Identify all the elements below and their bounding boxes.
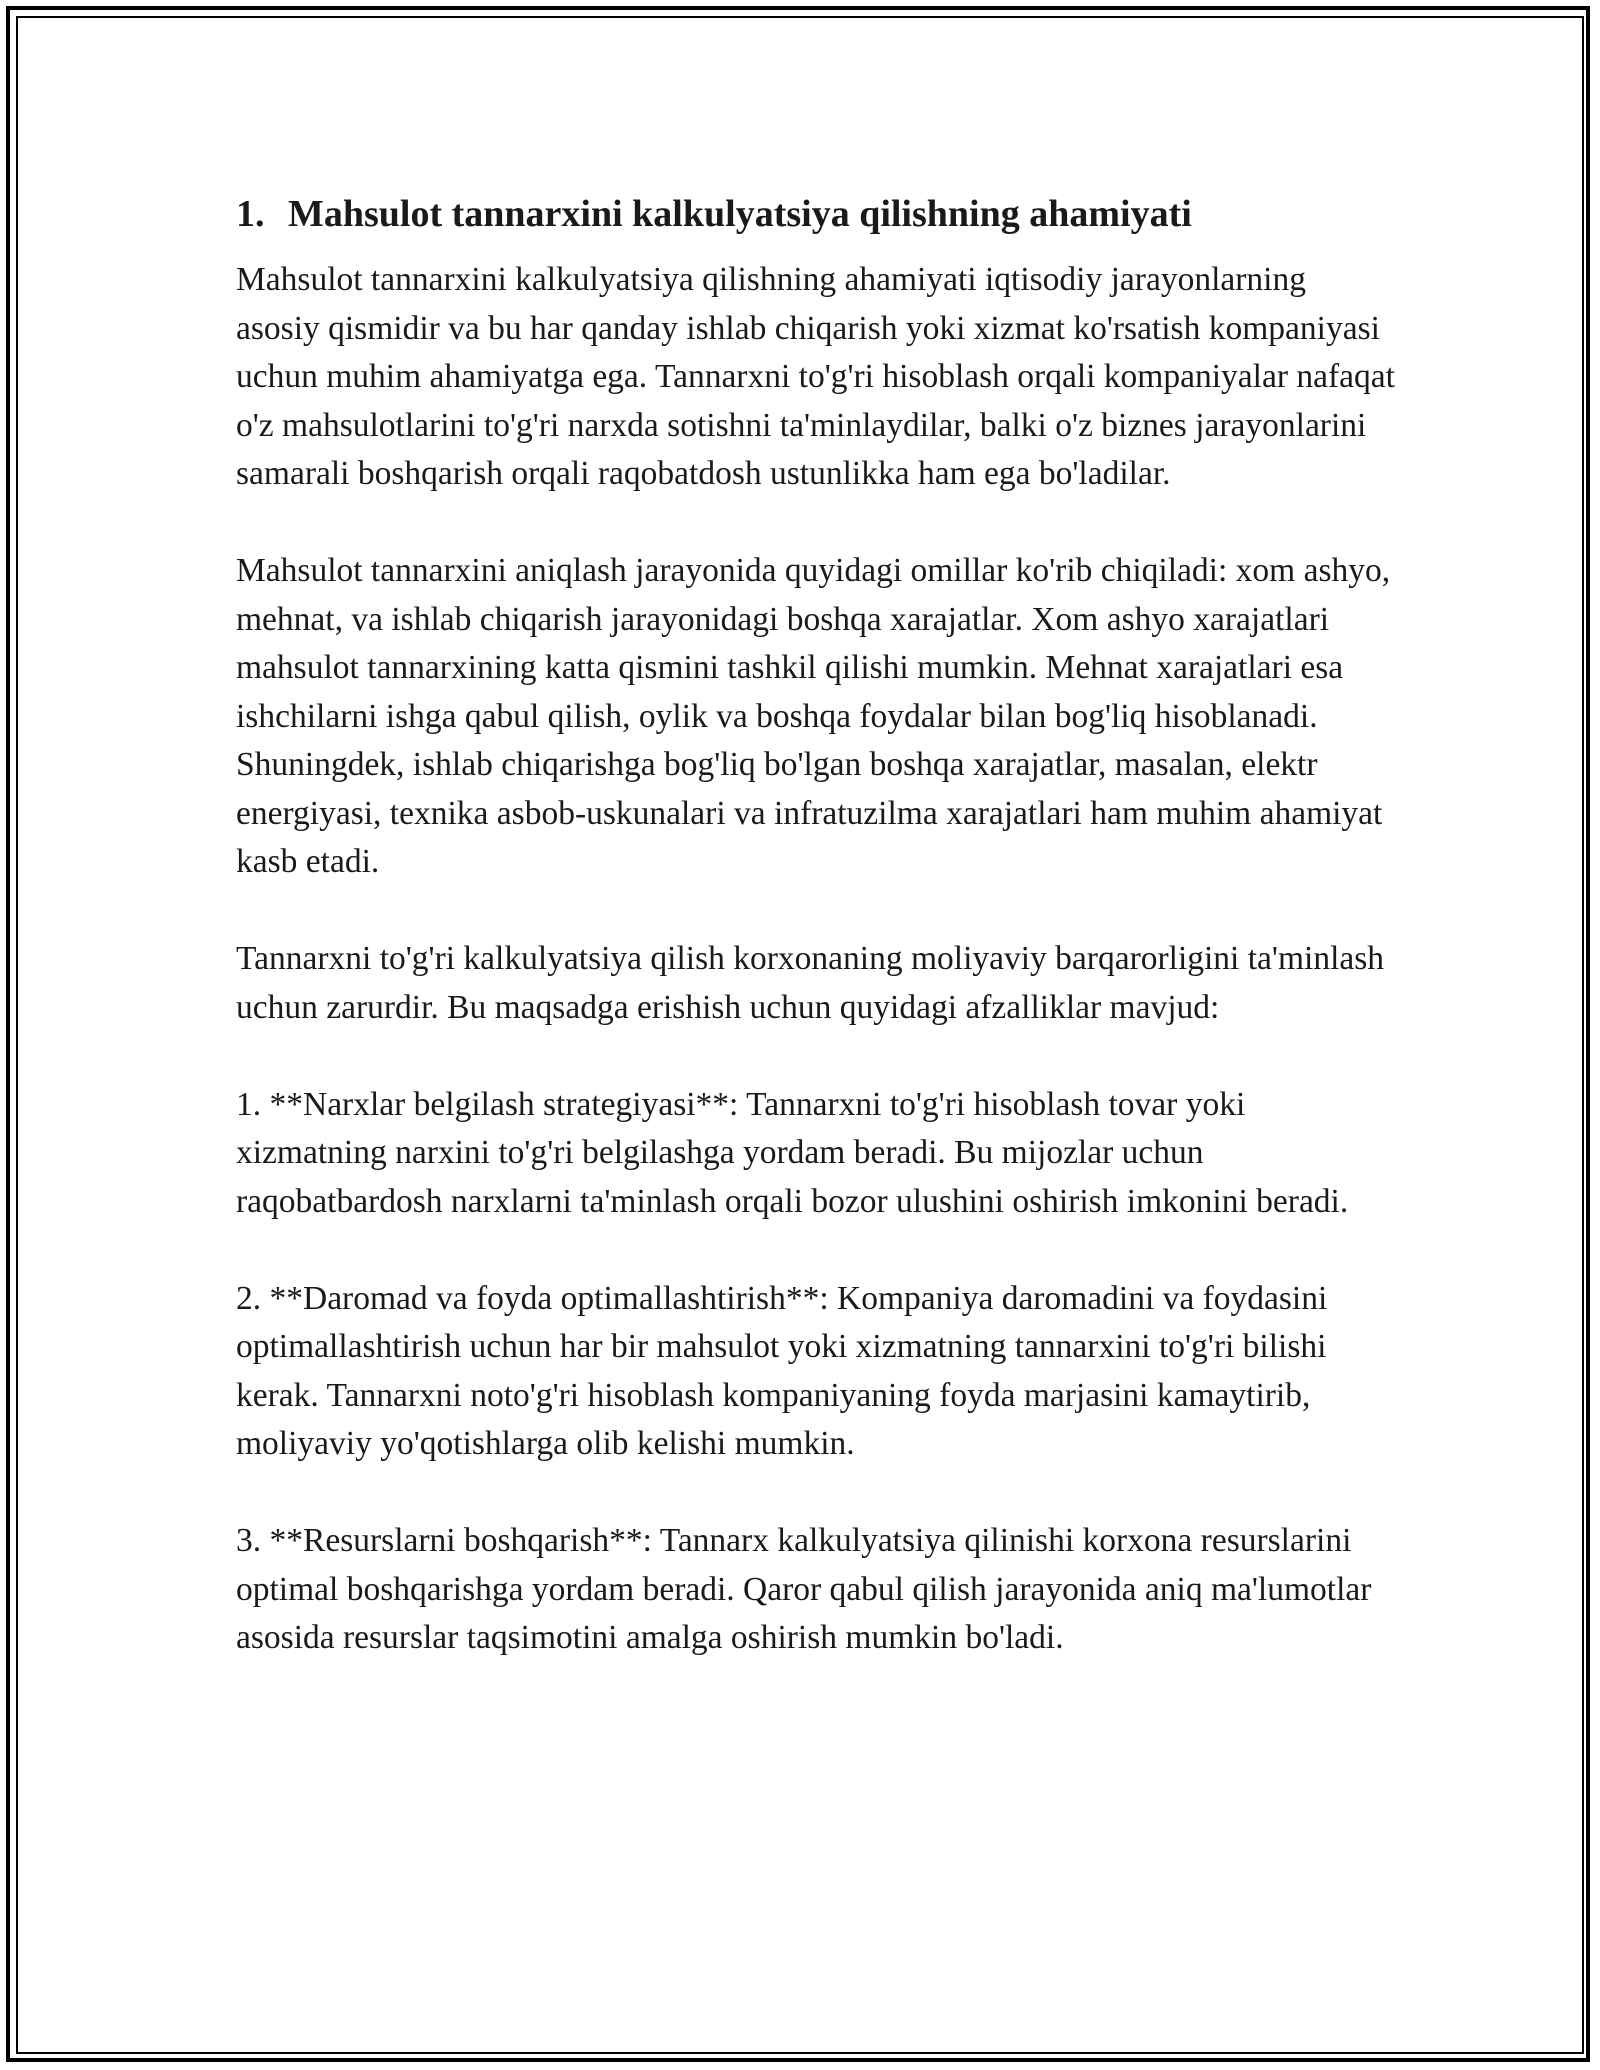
section-heading (236, 186, 1396, 242)
list-item-profit-optimization: 2. **Daromad va foyda optimallashtirish**: Kompaniya daromadini va foydasini optimallashtirish uchun har bir mahsulot yoki xizmatning tannarxini to'g'ri bilishi kerak. Tannarxni noto'g'ri hisoblash kompaniyaning foyda marjasini kamaytirib, moliyaviy yo'qotishlarga olib kelishi mumkin. (236, 1279, 1328, 1462)
list-item-resource-management: 3. **Resurslarni boshqarish**: Tannarx kalkulyatsiya qilinishi korxona resurslarini optimal boshqarishga yordam beradi. Qaror qabul qilish jarayonida aniq ma'lumotlar asosida resurslar taqsimotini amalga oshirish mumkin bo'ladi. (236, 1522, 1372, 1656)
list-item-pricing-strategy: 1. **Narxlar belgilash strategiyasi**: Tannarxni to'g'ri hisoblash tovar yoki xizmatning narxini to'g'ri belgilashga yordam beradi. Bu mijozlar uchun raqobatbardosh narxlarni ta'minlash orqali bozor ulushini oshirish imkonini beradi. (236, 1085, 1349, 1220)
document-page (236, 186, 1396, 1663)
section-title: Mahsulot tannarxini kalkulyatsiya qilishning ahamiyati (288, 193, 1192, 235)
paragraph-factors: Mahsulot tannarxini aniqlash jarayonida quyidagi omillar ko'rib chiqiladi: xom ashyo, mehnat, va ishlab chiqarish jarayonidagi boshqa xarajatlar. Xom ashyo xarajatlari mahsulot tannarxining katta qismini tashkil qilishi mumkin. Mehnat xarajatlari esa ishchilarni ishga qabul qilish, oylik va boshqa foydalar bilan bog'liq hisoblanadi. Shuningdek, ishlab chiqarishga bog'liq bo'lgan boshqa xarajatlar, masalan, elektr energiyasi, texnika asbob-uskunalari va infratuzilma xarajatlari ham muhim ahamiyat kasb etadi. (236, 552, 1391, 880)
paragraph-intro: Mahsulot tannarxini kalkulyatsiya qilishning ahamiyati iqtisodiy jarayonlarning asosiy qismidir va bu har qanday ishlab chiqarish yoki xizmat ko'rsatish kompaniyasi uchun muhim ahamiyatga ega. Tannarxni to'g'ri hisoblash orqali kompaniyalar nafaqat o'z mahsulotlarini to'g'ri narxda sotishni ta'minlaydilar, balki o'z biznes jarayonlarini samarali boshqarish orqali raqobatdosh ustunlikka ham ega bo'ladilar. (236, 261, 1395, 492)
paragraph-advantages-intro: Tannarxni to'g'ri kalkulyatsiya qilish korxonaning moliyaviy barqarorligini ta'minlash uchun zarurdir. Bu maqsadga erishish uchun quyidagi afzalliklar mavjud: (236, 940, 1385, 1026)
section-number: 1. (236, 193, 265, 235)
